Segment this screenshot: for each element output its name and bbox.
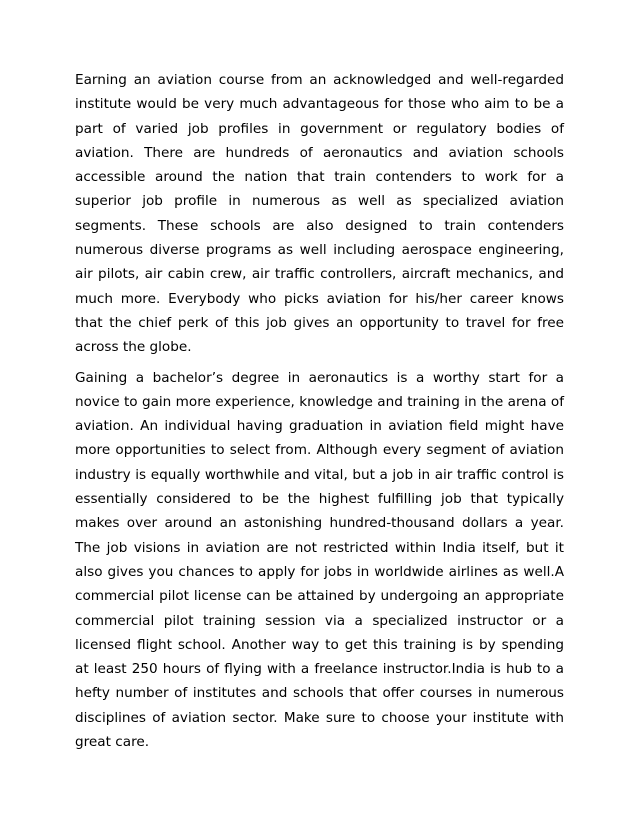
paragraph-1: Earning an aviation course from an acknowledged and well-regarded institute would be very much advantageous for those who aim to be a part of varied job profiles in government or regulatory bodies of aviation. There are hundreds of aeronautics and aviation schools accessible around the nation that train contenders to work for a superior job profile in numerous as well as specialized aviation segments. These schools are also designed to train contenders numerous diverse programs as well including aerospace engineering, air pilots, air cabin crew, air traffic controllers, aircraft mechanics, and much more. Everybody who picks aviation for his/her career knows that the chief perk of this job gives an opportunity to travel for free across the globe. xyxy=(75,72,564,356)
paragraph-2: Gaining a bachelor’s degree in aeronautics is a worthy start for a novice to gain more experience, knowledge and training in the arena of aviation. An individual having graduation in aviation field might have more opportunities to select from. Although every segment of aviation industry is equally worthwhile and vital, but a job in air traffic control is essentially considered to be the highest fulfilling job that typically makes over around an astonishing hundred-thousand dollars a year. The job visions in aviation are not restricted within India itself, but it also gives you chances to apply for jobs in worldwide airlines as well.A commercial pilot license can be attained by undergoing an appropriate commercial pilot training session via a specialized instructor or a licensed flight school. Another way to get this training is by spending at least 250 hours of flying with a freelance instructor.India is hub to a hefty number of institutes and schools that offer courses in numerous disciplines of aviation sector. Make sure to choose your institute with great care. xyxy=(75,369,564,751)
document-body xyxy=(75,68,564,760)
